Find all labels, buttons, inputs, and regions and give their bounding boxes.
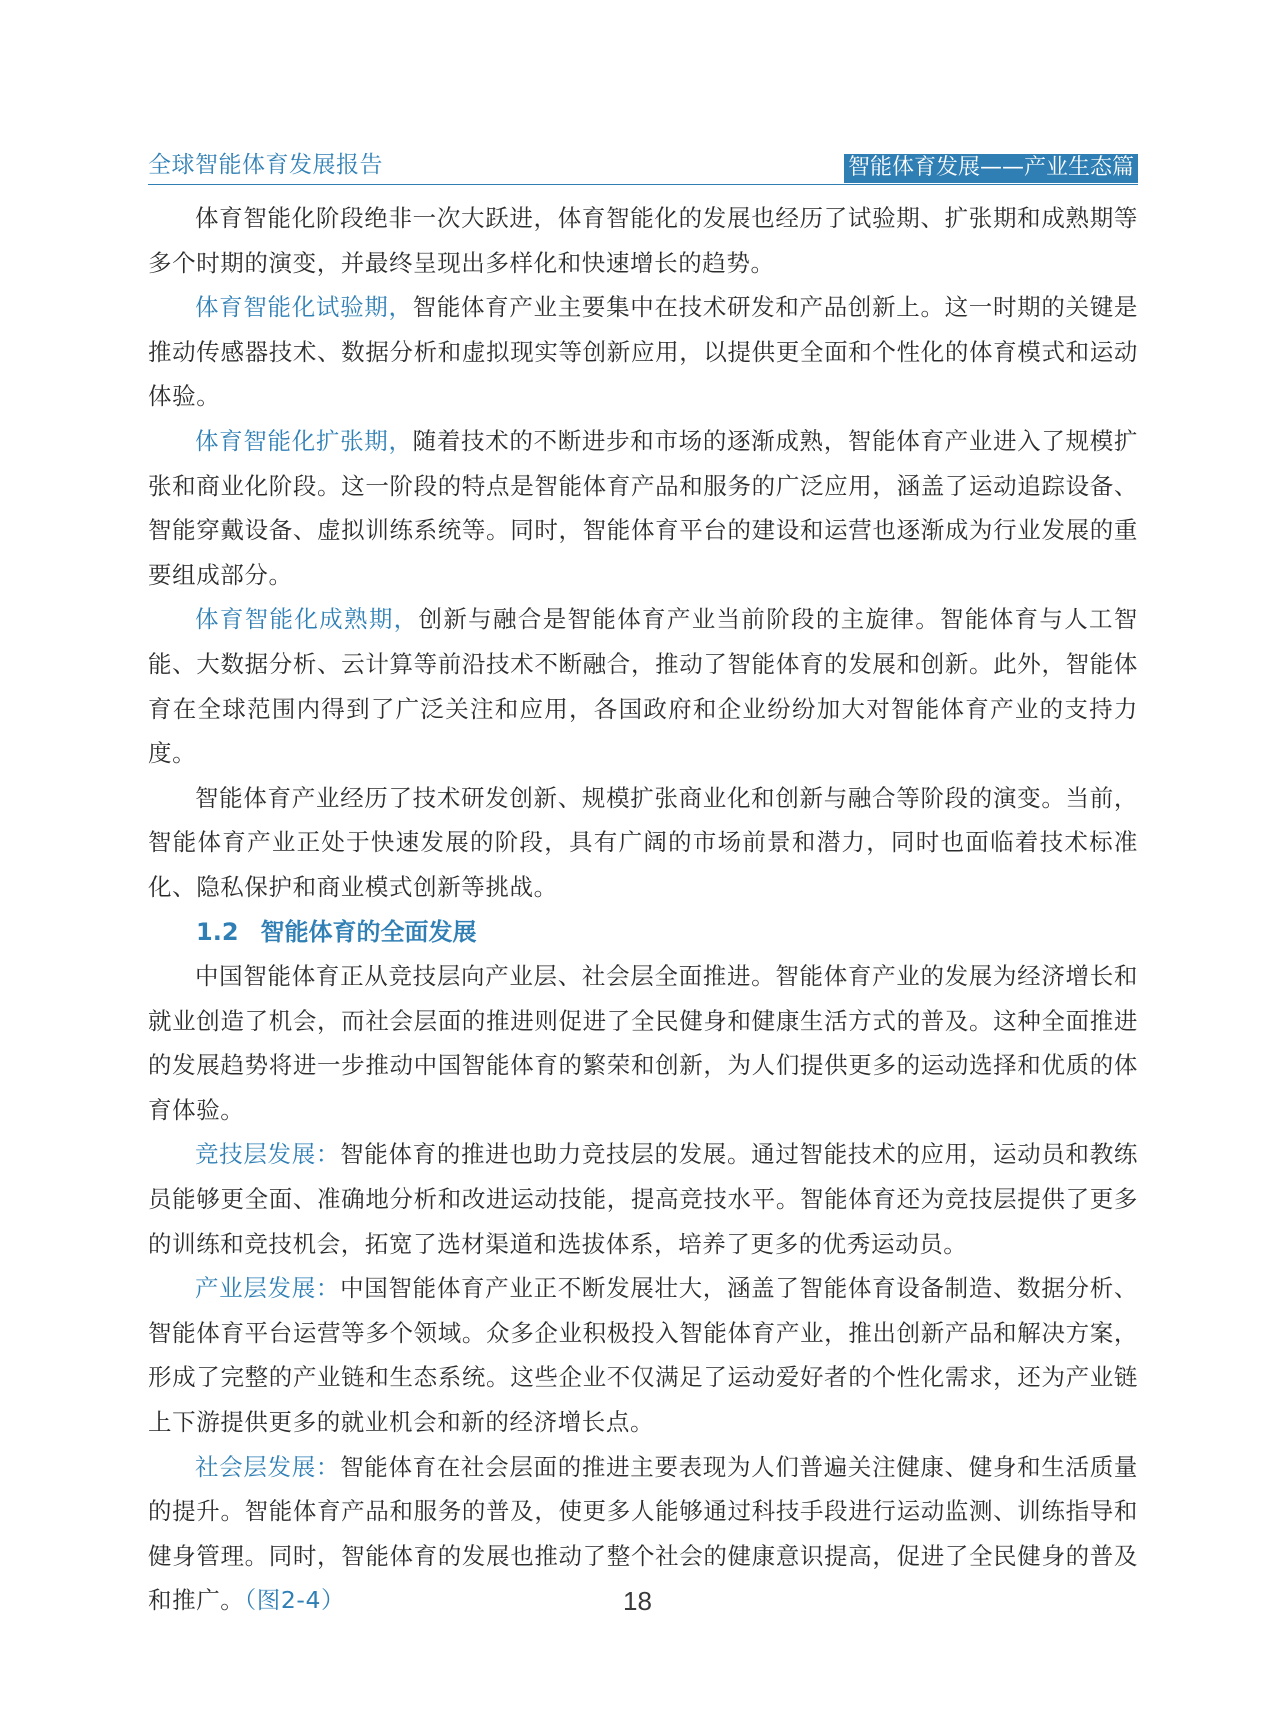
paragraph-lead-term: 社会层发展： — [195, 1452, 341, 1481]
section-title: 智能体育的全面发展 — [260, 917, 477, 946]
paragraph-text: 创新与融合是智能体育产业当前阶段的主旋律。智能体育与人工智能、大数据分析、云计算等前沿技术不断融合，推动了智能体育的发展和创新。此外，智能体育在全球范围内得到了广泛关注和应用，各国政府和企业纷纷加大对智能体育产业的支持力度。 — [148, 605, 1138, 768]
paragraph-competitive-level — [148, 1132, 1138, 1266]
figure-reference-link[interactable]: （图2-4） — [244, 1586, 346, 1615]
paragraph-lead-term: 体育智能化试验期， — [195, 293, 413, 322]
paragraph-lead-term: 竞技层发展： — [195, 1140, 341, 1169]
paragraph-text: 随着技术的不断进步和市场的逐渐成熟，智能体育产业进入了规模扩张和商业化阶段。这一阶段的特点是智能体育产品和服务的广泛应用，涵盖了运动追踪设备、智能穿戴设备、虚拟训练系统等。同时，智能体育平台的建设和运营也逐渐成为行业发展的重要组成部分。 — [148, 426, 1139, 589]
section-number: 1.2 — [196, 917, 239, 946]
page-number: 18 — [623, 1586, 652, 1616]
paragraph-summary — [148, 776, 1138, 910]
paragraph-lead-term: 体育智能化成熟期， — [195, 605, 419, 634]
report-title: 全球智能体育发展报告 — [148, 152, 383, 178]
paragraph-mature-period — [148, 597, 1138, 775]
chapter-section-badge: 智能体育发展——产业生态篇 — [844, 154, 1138, 183]
paragraph-text: 智能体育产业经历了技术研发创新、规模扩张商业化和创新与融合等阶段的演变。当前，智能体育产业正处于快速发展的阶段，具有广阔的市场前景和潜力，同时也面临着技术标准化、隐私保护和商业模式创新等挑战。 — [148, 783, 1138, 901]
paragraph-intro — [148, 196, 1138, 285]
paragraph-text: 智能体育的推进也助力竞技层的发展。通过智能技术的应用，运动员和教练员能够更全面、准确地分析和改进运动技能，提高竞技水平。智能体育还为竞技层提供了更多的训练和竞技机会，拓宽了选材渠道和选拔体系，培养了更多的优秀运动员。 — [148, 1140, 1138, 1258]
main-body — [148, 196, 1138, 1623]
paragraph-text: 中国智能体育正从竞技层向产业层、社会层全面推进。智能体育产业的发展为经济增长和就业创造了机会，而社会层面的推进则促进了全民健身和健康生活方式的普及。这种全面推进的发展趋势将进一步推动中国智能体育的繁荣和创新，为人们提供更多的运动选择和优质的体育体验。 — [148, 962, 1138, 1124]
paragraph-lead-term: 体育智能化扩张期， — [195, 426, 413, 455]
paragraph-industry-level — [148, 1266, 1138, 1444]
paragraph-text: 智能体育产业主要集中在技术研发和产品创新上。这一时期的关键是推动传感器技术、数据分析和虚拟现实等创新应用，以提供更全面和个性化的体育模式和运动体验。 — [148, 293, 1139, 411]
paragraph-text: 中国智能体育产业正不断发展壮大，涵盖了智能体育设备制造、数据分析、智能体育平台运营等多个领域。众多企业积极投入智能体育产业，推出创新产品和解决方案，形成了完整的产业链和生态系统。这些企业不仅满足了运动爱好者的个性化需求，还为产业链上下游提供更多的就业机会和新的经济增长点。 — [148, 1274, 1138, 1437]
paragraph-expansion-period — [148, 419, 1138, 597]
paragraph-overview — [148, 954, 1138, 1132]
page-header — [148, 150, 1138, 185]
paragraph-text: 体育智能化阶段绝非一次大跃进，体育智能化的发展也经历了试验期、扩张期和成熟期等多个时期的演变，并最终呈现出多样化和快速增长的趋势。 — [148, 204, 1138, 277]
paragraph-text: 智能体育在社会层面的推进主要表现为人们普遍关注健康、健身和生活质量的提升。智能体育产品和服务的普及，使更多人能够通过科技手段进行运动监测、训练指导和健身管理。同时，智能体育的发展也推动了整个社会的健康意识提高，促进了全民健身的普及和推广。 — [148, 1452, 1138, 1615]
paragraph-lead-term: 产业层发展： — [195, 1274, 341, 1303]
section-heading — [148, 910, 1138, 955]
paragraph-trial-period — [148, 285, 1138, 419]
